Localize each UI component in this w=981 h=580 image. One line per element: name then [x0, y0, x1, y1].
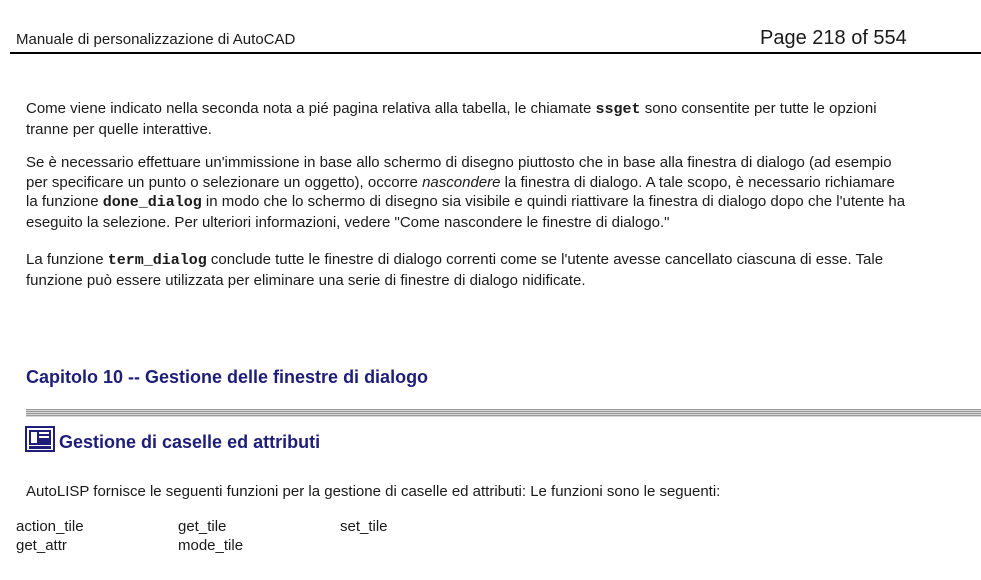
- text-segment: per specificare un punto o selezionare un oggetto), occorre: [26, 173, 423, 191]
- text-segment: Come viene indicato nella seconda nota a pié pagina relativa alla tabella, le chiamate: [26, 100, 596, 117]
- paragraph-done-dialog: [26, 153, 981, 232]
- paragraph-line: funzione può essere utilizzata per eliminare una serie di finestre di dialogo nidificate.: [26, 271, 586, 289]
- text-segment: conclude tutte le finestre di dialogo correnti come se l'utente avesse cancellato ciascuna di esse. Tale: [206, 251, 884, 268]
- paragraph-line: eseguito la selezione. Per ulteriori informazioni, vedere "Come nascondere le finestre di dialogo.": [26, 213, 670, 231]
- header-divider: [10, 52, 981, 54]
- code-ssget: ssget: [595, 101, 641, 118]
- paragraph-line: tranne per quelle interattive.: [26, 120, 212, 138]
- chapter-heading: Capitolo 10 -- Gestione delle finestre di dialogo: [26, 367, 429, 387]
- section-divider: [26, 409, 981, 417]
- function-item: mode_tile: [178, 537, 244, 554]
- function-item: action_tile: [16, 518, 84, 535]
- paragraph-ssget: [26, 99, 981, 139]
- book-icon: [25, 426, 55, 452]
- document-title: Manuale di personalizzazione di AutoCAD: [16, 31, 296, 48]
- page-number: Page 218 of 554: [760, 27, 907, 49]
- paragraph-line: Se è necessario effettuare un'immissione in base allo schermo di disegno piuttosto che in base alla finestra di dialogo (ad esempio: [26, 154, 892, 171]
- section-heading: Gestione di caselle ed attributi: [59, 432, 321, 452]
- paragraph-line: [26, 192, 981, 213]
- section-intro: AutoLISP fornisce le seguenti funzioni per la gestione di caselle ed attributi: Le funzioni sono le seguenti:: [26, 483, 721, 500]
- text-segment: La funzione: [26, 251, 108, 268]
- function-item: get_tile: [178, 518, 227, 535]
- paragraph-line: [26, 99, 981, 120]
- text-segment: la funzione: [26, 193, 103, 210]
- emphasis-nascondere: nascondere: [422, 173, 501, 191]
- text-segment: sono consentite per tutte le opzioni: [640, 100, 877, 117]
- paragraph-line: [26, 250, 981, 271]
- paragraph-line: [26, 173, 981, 193]
- function-item: set_tile: [340, 518, 388, 535]
- function-item: get_attr: [16, 537, 67, 554]
- code-done-dialog: done_dialog: [102, 194, 202, 211]
- paragraph-term-dialog: [26, 250, 981, 290]
- text-segment: in modo che lo schermo di disegno sia visibile e quindi riattivare la finestra di dialogo dopo che l'utente ha: [201, 193, 906, 210]
- code-term-dialog: term_dialog: [107, 252, 207, 269]
- text-segment: la finestra di dialogo. A tale scopo, è necessario richiamare: [500, 173, 895, 191]
